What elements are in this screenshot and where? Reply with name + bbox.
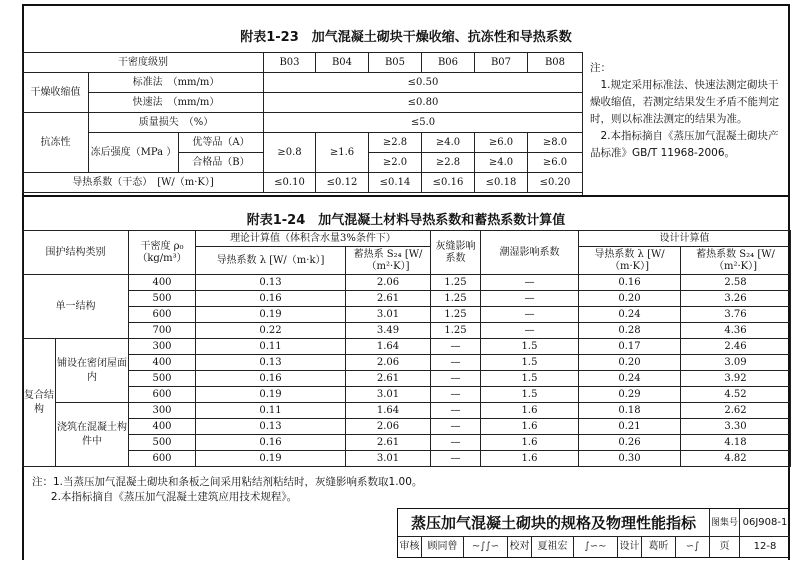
grade-header: B07 bbox=[475, 53, 528, 73]
design-s24-cell: 4.52 bbox=[681, 387, 791, 403]
design-lambda-cell: 0.24 bbox=[579, 307, 681, 323]
reviewer-signature: ~∫∫∽ bbox=[464, 537, 508, 557]
theory-lambda-cell: 0.16 bbox=[196, 371, 346, 387]
frost-label: 抗冻性 bbox=[23, 113, 89, 173]
theory-lambda-cell: 0.19 bbox=[196, 387, 346, 403]
design-lambda-cell: 0.28 bbox=[579, 323, 681, 339]
b-value: ≥6.0 bbox=[528, 153, 583, 173]
design-s24-cell: 3.26 bbox=[681, 291, 791, 307]
design-label: 设计 bbox=[618, 537, 642, 557]
design-lambda-header: 导热系数 λ [W/（m·K）] bbox=[579, 247, 681, 275]
design-lambda-cell: 0.21 bbox=[579, 419, 681, 435]
gray-joint-cell: — bbox=[431, 339, 481, 355]
note-1: 1.规定采用标准法、快速法测定砌块干燥收缩值，若测定结果发生矛盾不能判定时，则以标准法测定的结果为准。 bbox=[590, 79, 779, 125]
gray-joint-cell: — bbox=[431, 355, 481, 371]
divider bbox=[22, 195, 790, 197]
table-1-23-title: 附表1-23 加气混凝土砌块干燥收缩、抗冻性和导热系数 bbox=[240, 30, 572, 45]
concrete-sublabel: 浇筑在混凝土构件中 bbox=[56, 403, 129, 467]
b-value: ≥4.0 bbox=[475, 153, 528, 173]
table-row bbox=[23, 307, 791, 323]
theory-lambda-cell: 0.19 bbox=[196, 307, 346, 323]
note-2: 2.本指标摘自《蒸压加气混凝土建筑应用技术规程》。 bbox=[50, 491, 298, 503]
theory-s24-cell: 2.61 bbox=[346, 291, 431, 307]
theory-lambda-header: 导热系数 λ [W/（m·k）] bbox=[196, 247, 346, 275]
moisture-cell: 1.5 bbox=[481, 355, 579, 371]
theory-s24-header: 蓄热系 S₂₄ [W/（m²·K）] bbox=[346, 247, 431, 275]
table-1-23 bbox=[22, 52, 583, 193]
design-lambda-cell: 0.30 bbox=[579, 451, 681, 467]
cond-value: ≤0.14 bbox=[369, 173, 422, 193]
mass-loss-value: ≤5.0 bbox=[264, 113, 583, 133]
atlas-label: 图集号 bbox=[710, 509, 740, 537]
grade-header: B08 bbox=[528, 53, 583, 73]
density-cell: 700 bbox=[129, 323, 196, 339]
design-lambda-cell: 0.20 bbox=[579, 291, 681, 307]
table-row bbox=[23, 403, 791, 419]
design-lambda-cell: 0.16 bbox=[579, 275, 681, 291]
moisture-cell: 1.5 bbox=[481, 387, 579, 403]
divider bbox=[582, 52, 583, 196]
grade-header: B04 bbox=[316, 53, 369, 73]
gray-joint-cell: — bbox=[431, 419, 481, 435]
theory-s24-cell: 3.01 bbox=[346, 451, 431, 467]
design-s24-cell: 2.46 bbox=[681, 339, 791, 355]
theory-s24-cell: 2.06 bbox=[346, 355, 431, 371]
density-cell: 600 bbox=[129, 451, 196, 467]
theory-lambda-cell: 0.16 bbox=[196, 435, 346, 451]
design-s24-cell: 3.30 bbox=[681, 419, 791, 435]
title-block bbox=[397, 508, 790, 558]
density-cell: 600 bbox=[129, 387, 196, 403]
gray-joint-header: 灰缝影响系数 bbox=[431, 231, 481, 275]
gray-joint-cell: — bbox=[431, 371, 481, 387]
density-grade-header: 干密度级别 bbox=[23, 53, 264, 73]
grade-a-label: 优等品（A） bbox=[179, 133, 264, 153]
gray-joint-cell: — bbox=[431, 403, 481, 419]
review-label: 审核 bbox=[398, 537, 422, 557]
theory-s24-cell: 1.64 bbox=[346, 403, 431, 419]
moisture-cell: — bbox=[481, 307, 579, 323]
mass-loss-label: 质量损失 （%） bbox=[89, 113, 264, 133]
density-cell: 400 bbox=[129, 355, 196, 371]
moisture-cell: — bbox=[481, 323, 579, 339]
atlas-number: 06J908-1 bbox=[740, 509, 790, 537]
theory-lambda-cell: 0.16 bbox=[196, 291, 346, 307]
density-header: 干密度 ρ₀（kg/m³） bbox=[129, 231, 196, 275]
theory-lambda-cell: 0.11 bbox=[196, 403, 346, 419]
theory-s24-cell: 3.01 bbox=[346, 387, 431, 403]
theory-lambda-cell: 0.22 bbox=[196, 323, 346, 339]
conductivity-label: 导热系数（干态） [W/（m·K）] bbox=[23, 173, 264, 193]
grade-header: B03 bbox=[264, 53, 316, 73]
cond-value: ≤0.18 bbox=[475, 173, 528, 193]
table-1-24-title: 附表1-24 加气混凝土材料导热系数和蓄热系数计算值 bbox=[246, 213, 566, 228]
theory-s24-cell: 3.01 bbox=[346, 307, 431, 323]
reviewer-name: 顾同曾 bbox=[422, 537, 464, 557]
moisture-cell: — bbox=[481, 275, 579, 291]
moisture-cell: 1.6 bbox=[481, 435, 579, 451]
std-value: ≤0.50 bbox=[264, 73, 583, 93]
strength-label: 冻后强度（MPa ） bbox=[89, 133, 179, 173]
theory-lambda-cell: 0.11 bbox=[196, 339, 346, 355]
a-value: ≥6.0 bbox=[475, 133, 528, 153]
theory-lambda-cell: 0.13 bbox=[196, 275, 346, 291]
moisture-cell: 1.5 bbox=[481, 339, 579, 355]
checker-name: 夏祖宏 bbox=[532, 537, 574, 557]
roof-sublabel: 铺设在密闭屋面内 bbox=[56, 339, 129, 403]
table-row bbox=[23, 371, 791, 387]
page-label: 页 bbox=[710, 537, 740, 557]
table-row bbox=[23, 355, 791, 371]
theory-s24-cell: 2.61 bbox=[346, 435, 431, 451]
grade-b-label: 合格品（B） bbox=[179, 153, 264, 173]
table-1-24-notes bbox=[32, 475, 422, 505]
theory-s24-cell: 2.06 bbox=[346, 275, 431, 291]
a-value: ≥4.0 bbox=[422, 133, 475, 153]
design-lambda-cell: 0.24 bbox=[579, 371, 681, 387]
designer-signature: ∽∫ bbox=[676, 537, 710, 557]
table-row bbox=[23, 339, 791, 355]
design-s24-cell: 4.18 bbox=[681, 435, 791, 451]
single-structure-label: 单一结构 bbox=[23, 275, 129, 339]
note-2: 2.本指标摘自《蒸压加气混凝土砌块产品标准》GB/T 11968-2006。 bbox=[590, 130, 779, 159]
designer-name: 葛昕 bbox=[642, 537, 676, 557]
gray-joint-cell: 1.25 bbox=[431, 275, 481, 291]
design-s24-header: 蓄热系数 S₂₄ [W/（m²·K）] bbox=[681, 247, 791, 275]
density-cell: 400 bbox=[129, 419, 196, 435]
table-row bbox=[23, 451, 791, 467]
b-value: ≥2.8 bbox=[422, 153, 475, 173]
theory-s24-cell: 2.06 bbox=[346, 419, 431, 435]
page-number: 12-8 bbox=[753, 541, 777, 552]
table-row bbox=[23, 291, 791, 307]
theory-s24-cell: 1.64 bbox=[346, 339, 431, 355]
a-value: ≥8.0 bbox=[528, 133, 583, 153]
theory-header: 理论计算值（体积含水量3%条件下） bbox=[196, 231, 431, 247]
a-value: ≥1.6 bbox=[316, 133, 369, 173]
moisture-cell: 1.6 bbox=[481, 451, 579, 467]
theory-s24-cell: 3.49 bbox=[346, 323, 431, 339]
cond-value: ≤0.20 bbox=[528, 173, 583, 193]
design-lambda-cell: 0.29 bbox=[579, 387, 681, 403]
moisture-header: 潮湿影响系数 bbox=[481, 231, 579, 275]
table-row bbox=[23, 387, 791, 403]
design-lambda-cell: 0.26 bbox=[579, 435, 681, 451]
design-lambda-cell: 0.20 bbox=[579, 355, 681, 371]
density-cell: 400 bbox=[129, 275, 196, 291]
a-value: ≥0.8 bbox=[264, 133, 316, 173]
shrink-label: 干燥收缩值 bbox=[23, 73, 89, 113]
gray-joint-cell: — bbox=[431, 387, 481, 403]
design-s24-cell: 4.82 bbox=[681, 451, 791, 467]
table-row bbox=[23, 419, 791, 435]
gray-joint-cell: 1.25 bbox=[431, 291, 481, 307]
composite-structure-label: 复合结构 bbox=[23, 339, 56, 467]
design-lambda-cell: 0.18 bbox=[579, 403, 681, 419]
table-row bbox=[23, 323, 791, 339]
cond-value: ≤0.10 bbox=[264, 173, 316, 193]
density-cell: 500 bbox=[129, 435, 196, 451]
a-value: ≥2.8 bbox=[369, 133, 422, 153]
design-s24-cell: 3.92 bbox=[681, 371, 791, 387]
table-row bbox=[23, 275, 791, 291]
fast-method-label: 快速法 （mm/m） bbox=[89, 93, 264, 113]
design-header: 设计计算值 bbox=[579, 231, 791, 247]
note-heading: 注： bbox=[590, 62, 611, 74]
checker-signature: ∫∽∼ bbox=[574, 537, 618, 557]
cond-value: ≤0.16 bbox=[422, 173, 475, 193]
moisture-cell: 1.6 bbox=[481, 419, 579, 435]
design-s24-cell: 2.58 bbox=[681, 275, 791, 291]
design-s24-cell: 3.09 bbox=[681, 355, 791, 371]
gray-joint-cell: 1.25 bbox=[431, 307, 481, 323]
density-cell: 300 bbox=[129, 403, 196, 419]
theory-lambda-cell: 0.13 bbox=[196, 419, 346, 435]
density-cell: 600 bbox=[129, 307, 196, 323]
grade-header: B06 bbox=[422, 53, 475, 73]
std-method-label: 标准法 （mm/m） bbox=[89, 73, 264, 93]
design-s24-cell: 3.76 bbox=[681, 307, 791, 323]
check-label: 校对 bbox=[508, 537, 532, 557]
fast-value: ≤0.80 bbox=[264, 93, 583, 113]
table-1-23-notes bbox=[590, 60, 786, 162]
category-header: 围护结构类别 bbox=[23, 231, 129, 275]
gray-joint-cell: — bbox=[431, 435, 481, 451]
density-cell: 500 bbox=[129, 371, 196, 387]
theory-s24-cell: 2.61 bbox=[346, 371, 431, 387]
gray-joint-cell: 1.25 bbox=[431, 323, 481, 339]
design-lambda-cell: 0.17 bbox=[579, 339, 681, 355]
density-cell: 300 bbox=[129, 339, 196, 355]
table-row bbox=[23, 435, 791, 451]
note-1: 注：1.当蒸压加气混凝土砌块和条板之间采用粘结剂粘结时，灰缝影响系数取1.00。 bbox=[32, 476, 423, 488]
table-1-24 bbox=[22, 230, 791, 467]
theory-lambda-cell: 0.19 bbox=[196, 451, 346, 467]
b-value: ≥2.0 bbox=[369, 153, 422, 173]
moisture-cell: 1.6 bbox=[481, 403, 579, 419]
design-s24-cell: 4.36 bbox=[681, 323, 791, 339]
moisture-cell: — bbox=[481, 291, 579, 307]
design-s24-cell: 2.62 bbox=[681, 403, 791, 419]
density-cell: 500 bbox=[129, 291, 196, 307]
grade-header: B05 bbox=[369, 53, 422, 73]
cond-value: ≤0.12 bbox=[316, 173, 369, 193]
gray-joint-cell: — bbox=[431, 451, 481, 467]
drawing-title: 蒸压加气混凝土砌块的规格及物理性能指标 bbox=[398, 509, 710, 537]
moisture-cell: 1.5 bbox=[481, 371, 579, 387]
theory-lambda-cell: 0.13 bbox=[196, 355, 346, 371]
